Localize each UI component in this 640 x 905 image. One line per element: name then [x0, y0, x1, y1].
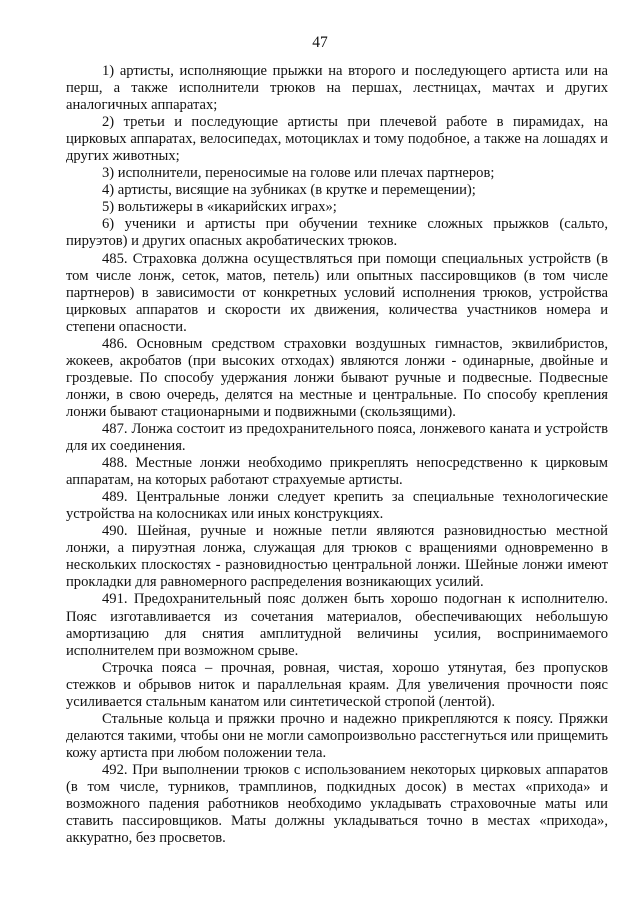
- paragraph-item-4: 4) артисты, висящие на зубниках (в крутке и перемещении);: [102, 182, 476, 199]
- paragraph-rings-buckles: Стальные кольца и пряжки прочно и надежно прикрепляются к поясу. Пряжки делаются такими, чтобы они не могли самопроизвольно расстегнуться или прищемить кожу артиста при любом положении тела.: [66, 710, 608, 761]
- page-number: 47: [312, 34, 328, 51]
- paragraph-belt-stitching: Строчка пояса – прочная, ровная, чистая, хорошо утянутая, без пропусков стежков и обрывов ниток и параллельная краям. Для увеличения прочности пояс усиливается стальным канатом или синтетической стропой (лентой).: [66, 659, 608, 710]
- paragraph-item-3: 3) исполнители, переносимые на голове или плечах партнеров;: [102, 165, 495, 182]
- body-text: [66, 63, 608, 847]
- paragraph-item-1: 1) артисты, исполняющие прыжки на второго и последующего артиста или на перш, а также исполнители трюков на першах, лестницах, мачтах и других аналогичных аппаратах;: [66, 63, 608, 114]
- paragraph-item-2: 2) третьи и последующие артисты при плечевой работе в пирамидах, на цирковых аппаратах, велосипедах, мотоциклах и тому подобное, а также на лошадях и других животных;: [66, 114, 608, 165]
- paragraph-487: 487. Лонжа состоит из предохранительного пояса, лонжевого каната и устройств для их соединения.: [66, 420, 608, 455]
- paragraph-489: 489. Центральные лонжи следует крепить за специальные технологические устройства на колосниках или иных конструкциях.: [66, 489, 608, 523]
- paragraph-485: 485. Страховка должна осуществляться при помощи специальных устройств (в том числе лонж, сеток, матов, петель) или опытных пассировщиков (в том числе партнеров) в зависимости от конкретных условий исполнения трюков, устройства цирковых аппаратов и скорости их движения, количества участников номера и степени опасности.: [66, 250, 608, 335]
- paragraph-486: 486. Основным средством страховки воздушных гимнастов, эквилибристов, жокеев, акробатов (при высоких отходах) являются лонжи - одинарные, двойные и гроздевые. По способу удержания лонжи бывают ручные и подвесные. Подвесные лонжи, в свою очередь, делятся на местные и центральные. По способу крепления лонжи бывают стационарными и подвижными (скользящими).: [66, 335, 608, 420]
- paragraph-492: 492. При выполнении трюков с использованием некоторых цирковых аппаратов (в том числе, турников, трамплинов, подкидных досок) в местах «прихода» и возможного падения работников необходимо укладывать страховочные маты или ставить пассировщиков. Маты должны укладываться точно в местах «прихода», аккуратно, без просветов.: [66, 761, 608, 847]
- paragraph-488: 488. Местные лонжи необходимо прикреплять непосредственно к цирковым аппаратам, на которых работают страхуемые артисты.: [66, 455, 608, 489]
- paragraph-490: 490. Шейная, ручные и ножные петли являются разновидностью местной лонжи, а пируэтная лонжа, служащая для трюков с вращениями одновременно в нескольких плоскостях - разновидностью центральной лонжи. Шейные лонжи имеют прокладки для равномерного распределения возникающих усилий.: [66, 523, 608, 591]
- paragraph-item-5: 5) вольтижеры в «икарийских играх»;: [102, 199, 337, 216]
- paragraph-491: 491. Предохранительный пояс должен быть хорошо подогнан к исполнителю. Пояс изготавливается из сочетания материалов, обеспечивающих небольшую амортизацию для снятия амплитудной величины усилия, воспринимаемого исполнителем при возможном срыве.: [66, 591, 608, 659]
- paragraph-item-6: 6) ученики и артисты при обучении технике сложных прыжков (сальто, пируэтов) и других опасных акробатических трюков.: [66, 216, 608, 250]
